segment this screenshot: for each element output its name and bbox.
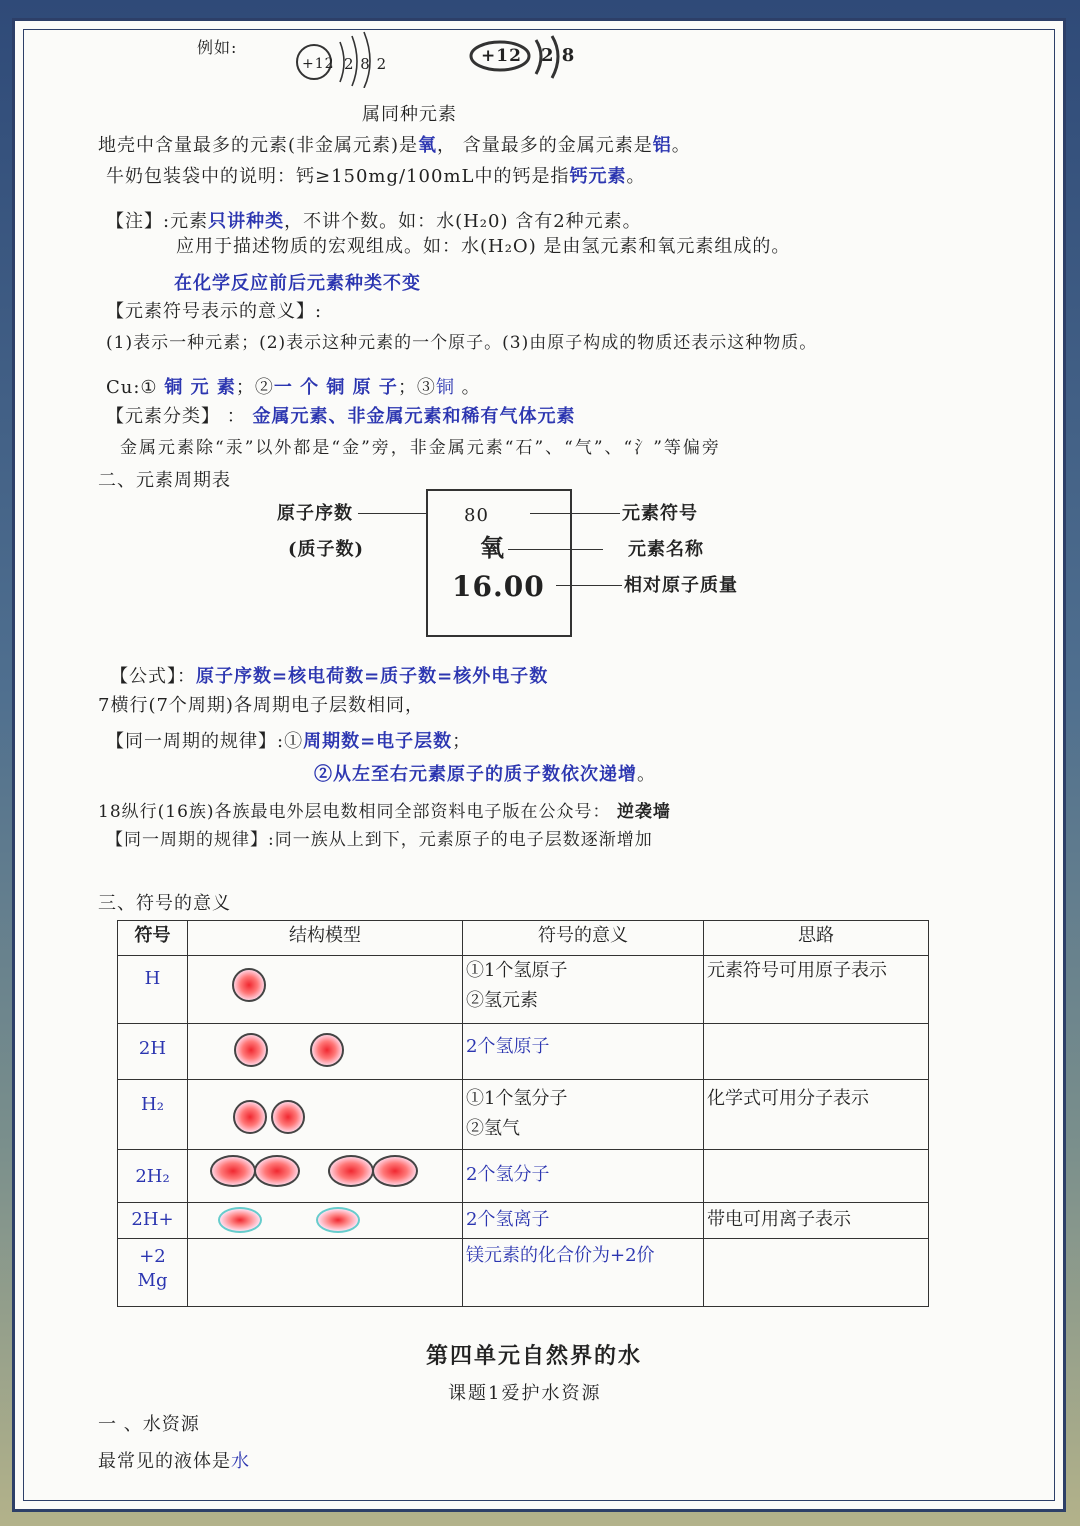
atomic-number-pointer: [358, 513, 428, 514]
section-3-heading: 三、符号的意义: [98, 893, 231, 914]
idea-cell: 带电可用离子表示: [704, 1203, 929, 1239]
table-header: 符号的意义: [463, 921, 704, 956]
table-header: 思路: [704, 921, 929, 956]
note-line: 【注】:元素只讲种类，不讲个数。如：水(H₂0) 含有2种元素。: [106, 211, 642, 232]
note-line-2: 应用于描述物质的宏观组成。如：水(H₂O) 是由氢元素和氧元素组成的。: [176, 236, 791, 257]
mass-label: 相对原子质量: [624, 575, 738, 596]
example-caption: 属同种元素: [362, 104, 457, 125]
model-cell: [188, 1080, 463, 1150]
shells-2: 2 8: [541, 45, 576, 66]
proton-label: (质子数): [288, 539, 365, 560]
model-cell: [188, 1239, 463, 1307]
formula-line: 【公式】：原子序数=核电荷数=质子数=核外电子数: [110, 666, 549, 687]
rows-line: 7横行(7个周期)各周期电子层数相同，: [98, 695, 424, 716]
name-pointer: [508, 549, 603, 550]
group-rule-line: 【同一周期的规律】:同一族从上到下，元素原子的电子层数逐渐增加: [106, 830, 653, 850]
atomic-number-label: 原子序数: [277, 503, 353, 524]
cell-mass: 16.00: [452, 570, 545, 603]
meaning-cell: ①1个氢原子 ②氢元素: [463, 956, 704, 1024]
meaning-cell: 2个氢离子: [463, 1203, 704, 1239]
idea-cell: [704, 1024, 929, 1080]
symbol-cell: +2 Mg: [118, 1239, 188, 1307]
symbol-cell: 2H₂: [118, 1150, 188, 1203]
conserve-line: 在化学反应前后元素种类不变: [174, 273, 421, 294]
classify-line: 【元素分类】 ： 金属元素、非金属元素和稀有气体元素: [106, 406, 576, 427]
cu-line: Cu:① 铜 元 素；②一 个 铜 原 子；③铜 。: [106, 377, 481, 398]
meaning-cell: 2个氢分子: [463, 1150, 704, 1203]
hydrogen-atom-icon: [233, 1100, 267, 1134]
hydrogen-atom-icon: [234, 1033, 268, 1067]
model-cell: [188, 956, 463, 1024]
symbol-cell: 2H: [118, 1024, 188, 1080]
name-label: 元素名称: [628, 539, 704, 560]
idea-cell: 化学式可用分子表示: [704, 1080, 929, 1150]
symbol-pointer: [530, 513, 620, 514]
nucleus-1: +12: [302, 56, 335, 72]
nucleus-2: +12: [481, 46, 522, 66]
example-label: 例如:: [197, 38, 238, 57]
hydrogen-atom-icon: [328, 1155, 374, 1187]
hydrogen-atom-icon: [271, 1100, 305, 1134]
symbol-cell: 2H+: [118, 1203, 188, 1239]
crust-line: 地壳中含量最多的元素(非金属元素)是氧， 含量最多的金属元素是铝。: [98, 135, 691, 156]
table-header: 结构模型: [188, 921, 463, 956]
table-header-row: [118, 921, 929, 956]
hydrogen-ion-icon: [218, 1207, 262, 1233]
mass-pointer: [556, 585, 622, 586]
meaning-cell: 2个氢原子: [463, 1024, 704, 1080]
cell-number: 80: [464, 505, 489, 526]
columns-line: 18纵行(16族)各族最电外层电数相同全部资料电子版在公众号： 逆袭墙: [98, 802, 671, 822]
meaning-cell: 镁元素的化合价为+2价: [463, 1239, 704, 1307]
unit-section-1: 一 、水资源: [98, 1414, 200, 1435]
meaning-heading: 【元素符号表示的意义】:: [106, 301, 323, 322]
idea-cell: [704, 1150, 929, 1203]
symbol-cell: H₂: [118, 1080, 188, 1150]
period-rule-line-2: ②从左至右元素原子的质子数依次递增。: [314, 764, 656, 785]
idea-cell: 元素符号可用原子表示: [704, 956, 929, 1024]
shells-1: 2 8 2: [344, 55, 388, 73]
milk-line: 牛奶包装袋中的说明：钙≥150mg/100mL中的钙是指钙元素。: [106, 166, 646, 187]
radical-line: 金属元素除“汞”以外都是“金”旁，非金属元素“石”、“气”、“氵”等偏旁: [120, 438, 721, 458]
table-row: [118, 1239, 929, 1307]
period-rule-line: 【同一周期的规律】:①周期数=电子层数；: [106, 731, 472, 752]
symbol-cell: H: [118, 956, 188, 1024]
hydrogen-atom-icon: [310, 1033, 344, 1067]
hydrogen-atom-icon: [254, 1155, 300, 1187]
unit-title: 第四单元自然界的水: [426, 1343, 643, 1369]
meaning-body: (1)表示一种元素；(2)表示这种元素的一个原子。(3)由原子构成的物质还表示这种物质。: [106, 333, 818, 353]
section-2-heading: 二、元素周期表: [98, 470, 231, 491]
symbol-label: 元素符号: [622, 503, 698, 524]
lesson-title: 课题1爱护水资源: [448, 1383, 602, 1404]
hydrogen-ion-icon: [316, 1207, 360, 1233]
common-liquid-line: 最常见的液体是水: [98, 1451, 250, 1472]
meaning-cell: ①1个氢分子 ②氢气: [463, 1080, 704, 1150]
hydrogen-atom-icon: [232, 968, 266, 1002]
table-header: 符号: [118, 921, 188, 956]
hydrogen-atom-icon: [210, 1155, 256, 1187]
idea-cell: [704, 1239, 929, 1307]
cell-name: 氧: [480, 533, 505, 562]
periodic-cell: [426, 489, 572, 637]
hydrogen-atom-icon: [372, 1155, 418, 1187]
